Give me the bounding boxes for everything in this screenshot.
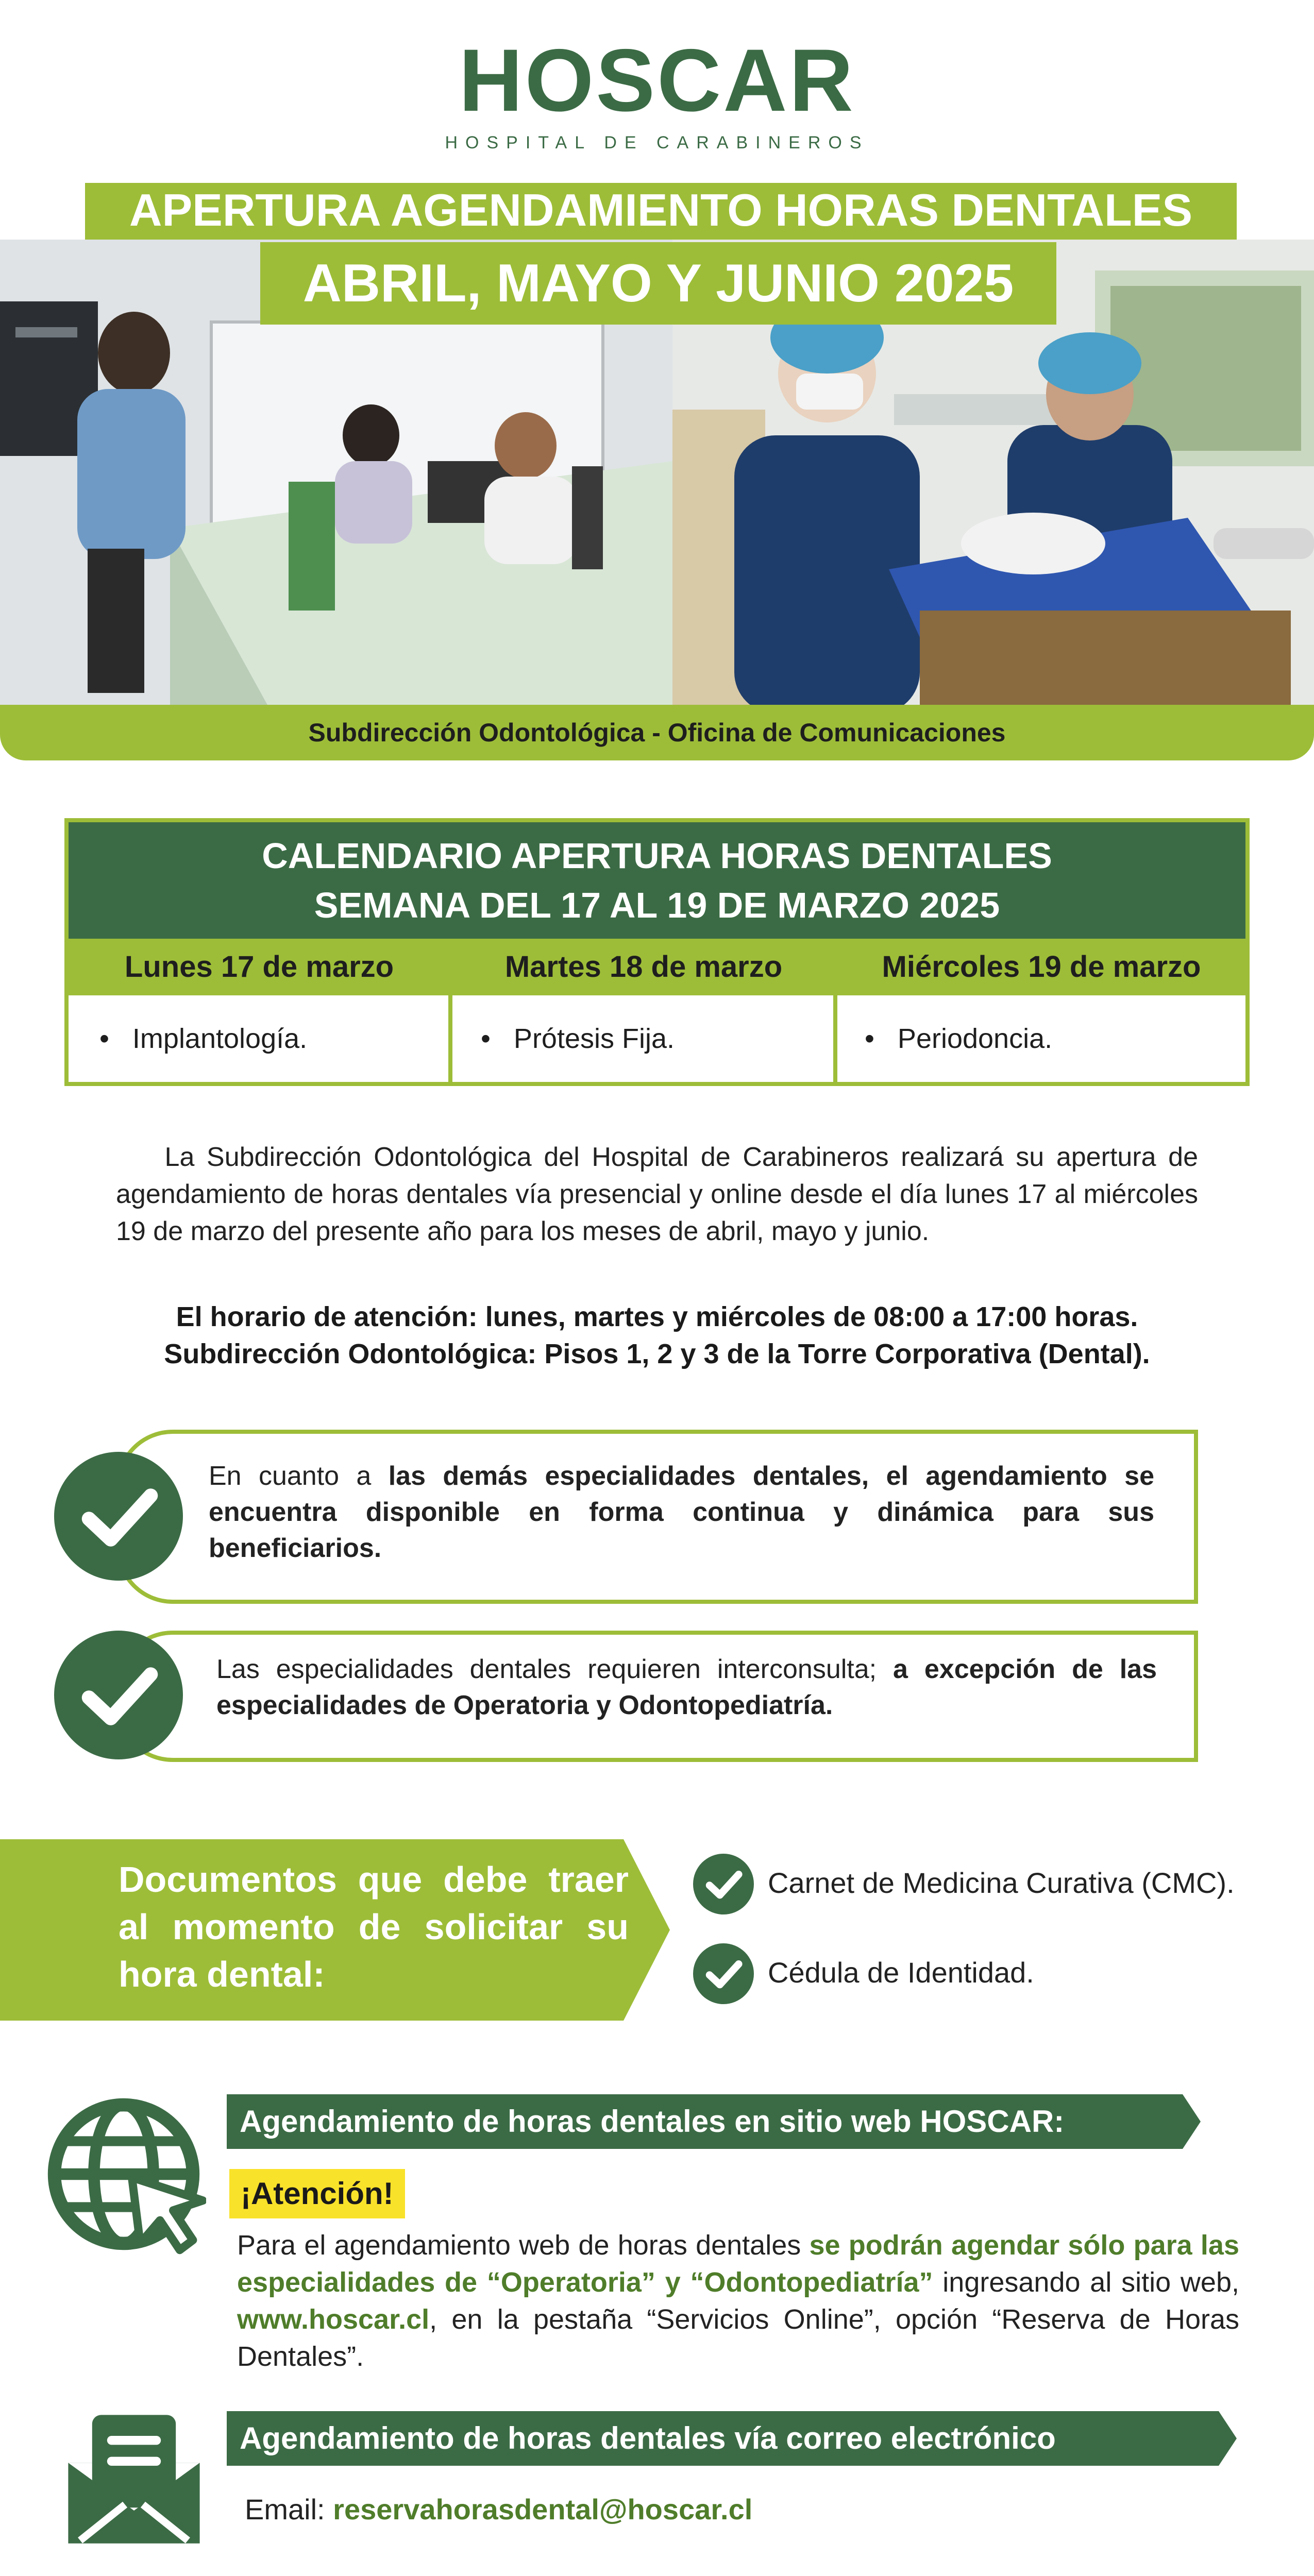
- note-prefix: En cuanto a: [209, 1461, 389, 1491]
- calendar-table: [64, 818, 1250, 1086]
- logo-tagline: HOSPITAL DE CARABINEROS: [445, 133, 869, 152]
- note-bold: a excepción de las especialidades de Operatoria y Odontopediatría.: [216, 1654, 1157, 1720]
- calendar-cell: • Implantología.: [99, 1023, 308, 1054]
- email-booking-title: Agendamiento de horas dentales vía correo electrónico: [240, 2421, 1056, 2455]
- check-icon: [693, 1943, 754, 2004]
- note-bold: las demás especialidades dentales, el agendamiento se encuentra disponible en forma continua y dinámica para sus beneficiarios.: [209, 1461, 1154, 1563]
- documents-title: Documentos que debe traer al momento de solicitar su hora dental:: [119, 1859, 629, 1994]
- email-line: [245, 2493, 752, 2526]
- calendar-cell: • Periodoncia.: [865, 1023, 1053, 1054]
- calendar-day: Martes 18 de marzo: [504, 950, 783, 984]
- specialty-label: Prótesis Fija.: [513, 1023, 675, 1054]
- office-hours: El horario de atención: lunes, martes y miércoles de 08:00 a 17:00 horas.: [176, 1301, 1138, 1332]
- check-icon: [54, 1631, 183, 1759]
- specialty-label: Periodoncia.: [897, 1023, 1053, 1054]
- envelope-icon: [59, 2406, 209, 2555]
- calendar-day: Lunes 17 de marzo: [124, 950, 394, 984]
- globe-cursor-icon: [41, 2092, 206, 2257]
- page-title-line2: ABRIL, MAYO Y JUNIO 2025: [302, 253, 1014, 313]
- web-text-part: Para el agendamiento web de horas dentales: [237, 2230, 810, 2261]
- web-text-part: , en la pestaña “Servicios Online”, opción “Reserva de Horas Dentales”.: [237, 2304, 1239, 2372]
- specialty-label: Implantología.: [132, 1023, 308, 1054]
- hoscar-logo: [0, 31, 1314, 153]
- calendar-header: [69, 822, 1245, 939]
- document-item: Carnet de Medicina Curativa (CMC).: [768, 1867, 1235, 1899]
- web-booking-text: [237, 2227, 1239, 2375]
- calendar-divider: [833, 995, 837, 1082]
- logo-wordmark: HOSCAR: [459, 31, 855, 130]
- web-text-highlight: se podrán agendar sólo para las especialidades de “Operatoria” y “Odontopediatría”: [237, 2230, 1239, 2298]
- page-subtitle: Subdirección Odontológica - Oficina de Comunicaciones: [308, 718, 1006, 747]
- calendar-days-row: [69, 939, 1245, 995]
- email-label: Email:: [245, 2493, 333, 2526]
- check-icon: [693, 1854, 754, 1914]
- note-prefix: Las especialidades dentales requieren interconsulta;: [216, 1654, 894, 1684]
- schedule-info: [116, 1298, 1198, 1372]
- web-booking-title: Agendamiento de horas dentales en sitio web HOSCAR:: [240, 2104, 1065, 2139]
- calendar-title-line2: SEMANA DEL 17 AL 19 DE MARZO 2025: [314, 885, 1000, 925]
- intro-paragraph: [116, 1139, 1198, 1250]
- note-text: [209, 1458, 1154, 1566]
- attention-label: ¡Atención!: [229, 2169, 405, 2218]
- calendar-title-line1: CALENDARIO APERTURA HORAS DENTALES: [262, 836, 1052, 876]
- note-text: [216, 1651, 1157, 1723]
- website-link[interactable]: www.hoscar.cl: [237, 2304, 430, 2335]
- page-title-line1: APERTURA AGENDAMIENTO HORAS DENTALES: [129, 184, 1193, 235]
- intro-text: La Subdirección Odontológica del Hospital de Carabineros realizará su apertura de agendamiento de horas dentales vía presencial y online desde el día lunes 17 al miércoles 19 de marzo del presente año para los meses de abril, mayo y junio.: [116, 1142, 1199, 1246]
- calendar-cell: • Prótesis Fija.: [481, 1023, 675, 1054]
- document-item: Cédula de Identidad.: [768, 1956, 1034, 1989]
- check-icon: [54, 1452, 183, 1581]
- office-location: Subdirección Odontológica: Pisos 1, 2 y 3 de la Torre Corporativa (Dental).: [164, 1338, 1150, 1369]
- calendar-day: Miércoles 19 de marzo: [882, 950, 1201, 984]
- web-text-part: ingresando al sitio web,: [933, 2267, 1239, 2298]
- email-link[interactable]: reservahorasdental@hoscar.cl: [333, 2493, 753, 2526]
- calendar-divider: [448, 995, 452, 1082]
